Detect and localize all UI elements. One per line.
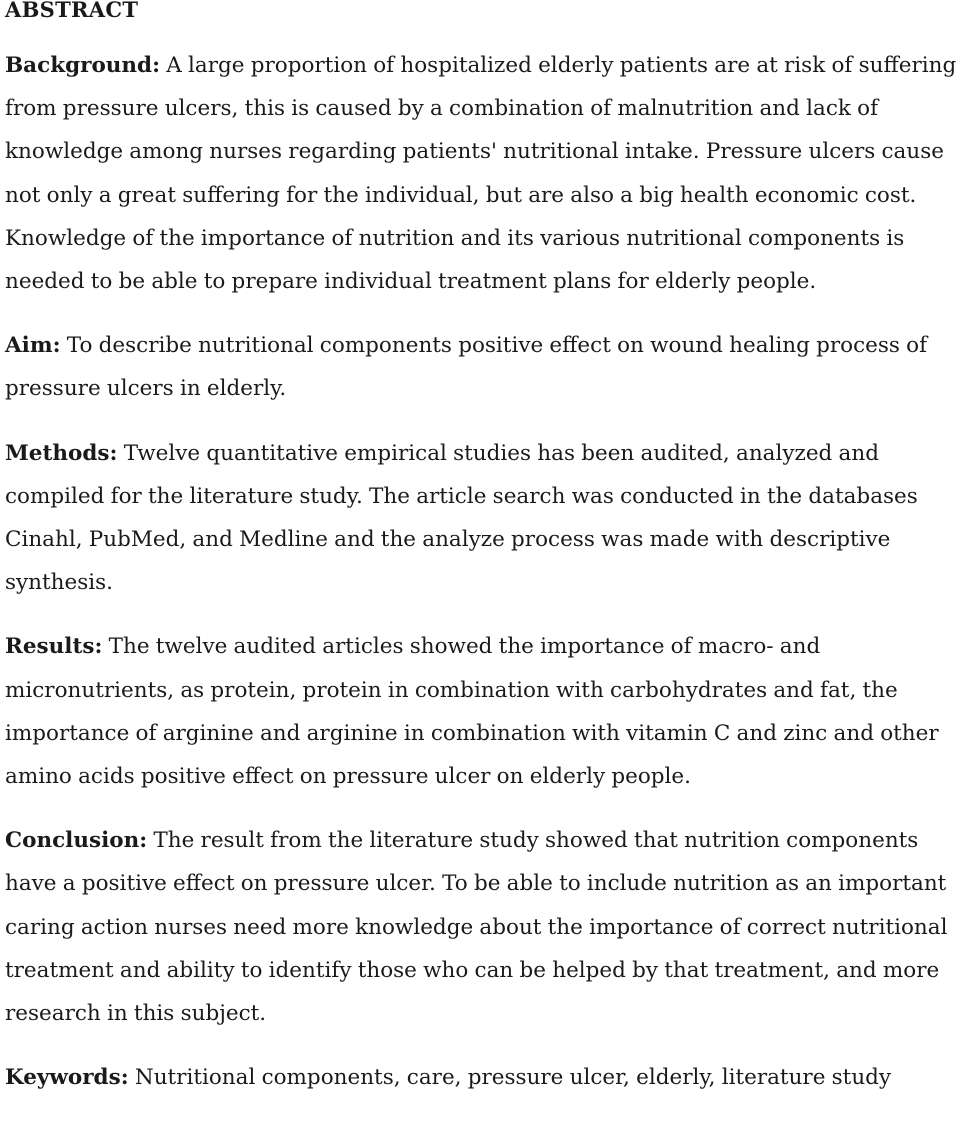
background-text: A large proportion of hospitalized elderly patients are at risk of suffering from pressure ulcers, this is caused by a combination of malnutrition and lack of knowledge among nurses regarding patients' nutritional intake. Pressure ulcers cause not only a great suffering for the individual, but are also a big health economic cost. Knowledge of the importance of nutrition and its various nutritional components is needed to be able to prepare individual treatment plans for elderly people. — [5, 53, 957, 295]
results-text: The twelve audited articles showed the importance of macro- and micronutrients, as protein, protein in combination with carbohydrates and fat, the importance of arginine and arginine in combination with vitamin C and zinc and other amino acids positive effect on pressure ulcer on elderly people. — [5, 634, 939, 790]
results-paragraph — [5, 625, 960, 798]
keywords-paragraph — [5, 1056, 960, 1099]
aim-label: Aim: — [5, 333, 61, 359]
background-label: Background: — [5, 53, 161, 78]
methods-text: Twelve quantitative empirical studies has been audited, analyzed and compiled for the literature study. The article search was conducted in the databases Cinahl, PubMed, and Medline and the analyze process was made with descriptive synthesis. — [5, 440, 918, 596]
conclusion-label: Conclusion: — [5, 828, 148, 854]
conclusion-text: The result from the literature study showed that nutrition components have a positive effect on pressure ulcer. To be able to include nutrition as an important caring action nurses need more knowledge about the importance of correct nutritional treatment and ability to identify those who can be helped by that treatment, and more research in this subject. — [5, 828, 948, 1027]
keywords-label: Keywords: — [5, 1065, 129, 1091]
aim-paragraph — [5, 324, 960, 410]
background-paragraph — [5, 44, 960, 303]
abstract-heading: ABSTRACT — [5, 0, 139, 22]
methods-label: Methods: — [5, 440, 118, 466]
conclusion-paragraph — [5, 819, 960, 1035]
abstract-page — [5, 0, 960, 1099]
methods-paragraph — [5, 432, 960, 605]
keywords-text: Nutritional components, care, pressure ulcer, elderly, literature study — [134, 1065, 892, 1091]
results-label: Results: — [5, 634, 103, 660]
aim-text: To describe nutritional components positive effect on wound healing process of pressure ulcers in elderly. — [5, 333, 928, 402]
